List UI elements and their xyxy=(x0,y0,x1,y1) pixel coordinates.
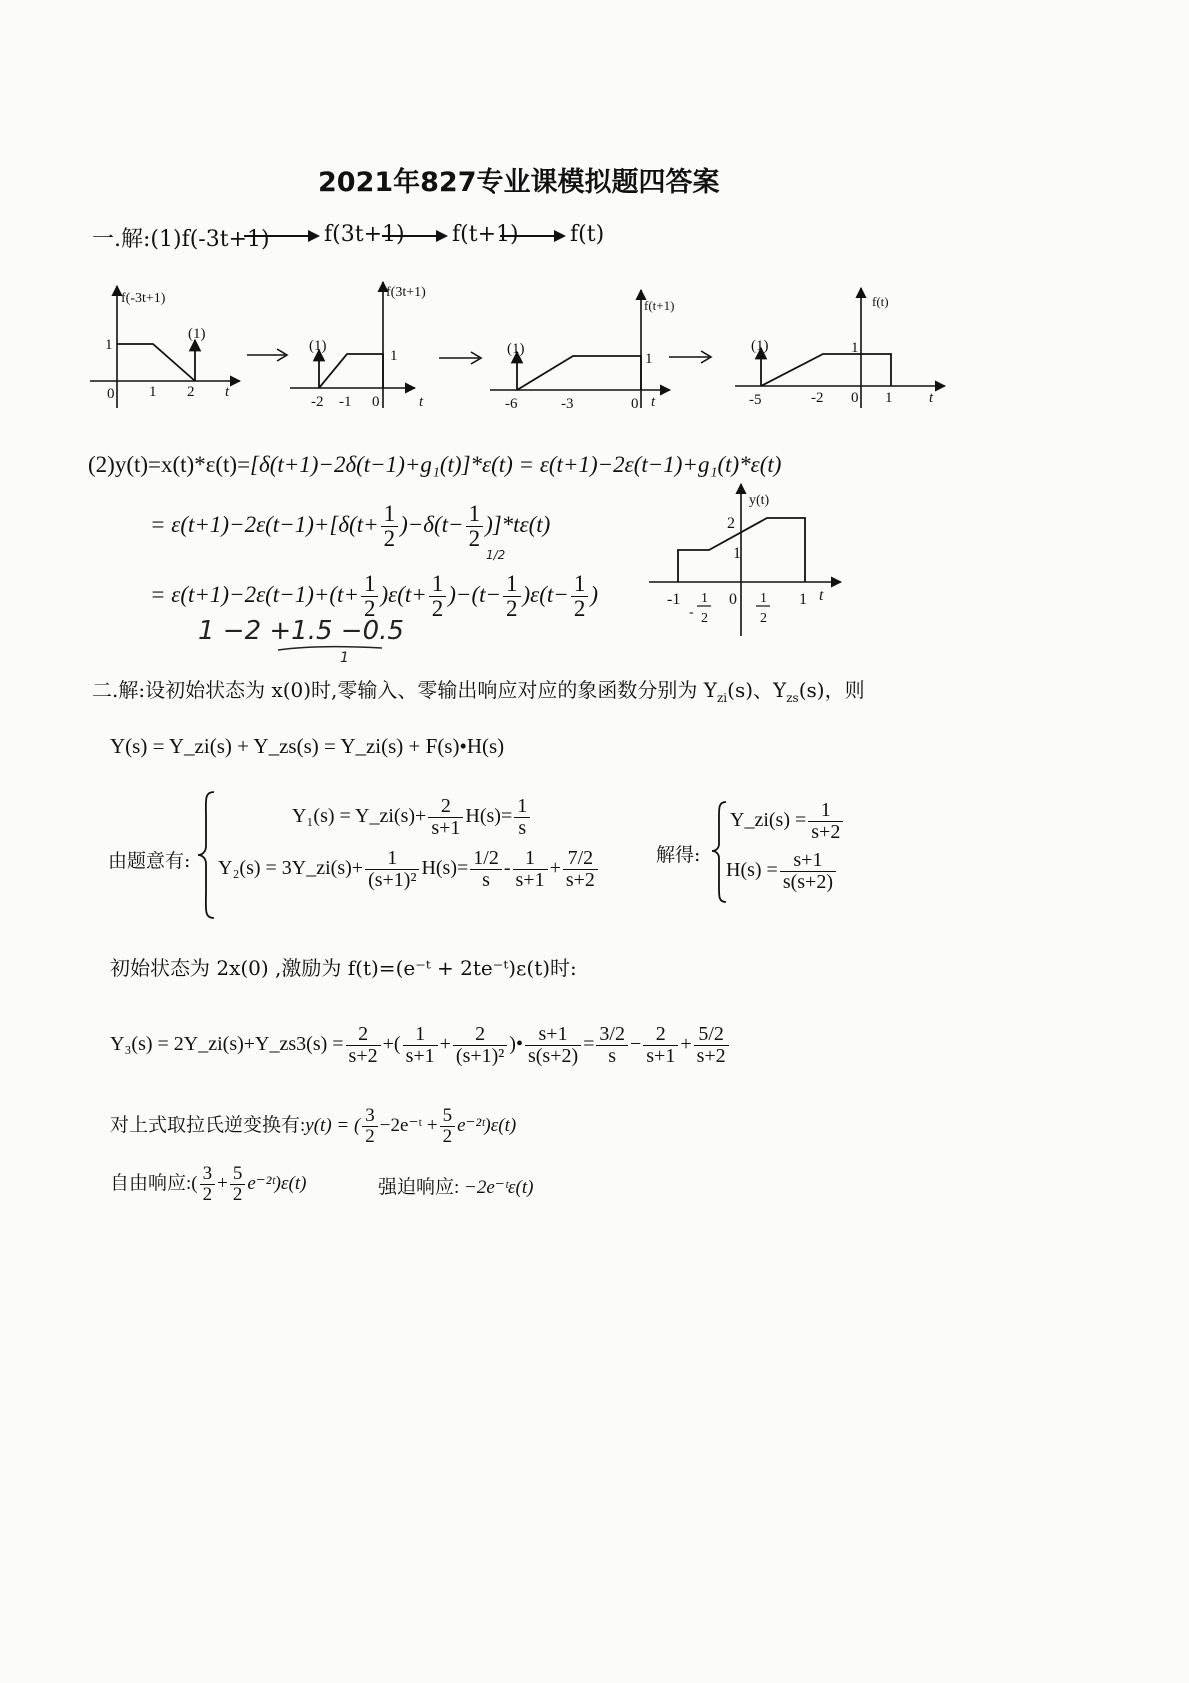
graph2-level-label: 1 xyxy=(390,348,398,364)
graph3-curve xyxy=(517,356,641,390)
sys2-t1-den: s xyxy=(482,869,490,891)
inverse-eq-b: −2e⁻ᵗ + xyxy=(379,1114,438,1136)
frac-num-5: 5 xyxy=(230,1164,246,1185)
inverse-eq-c: e⁻²ᵗ)ε(t) xyxy=(457,1114,517,1136)
inverse-label: 对上式取拉氏逆变换有: xyxy=(110,1114,306,1136)
q2-intro-mid: (s)、Y xyxy=(727,678,787,702)
sys2-t1 xyxy=(470,848,502,891)
frac-num-5: 5 xyxy=(440,1106,456,1127)
y3-r1-den: s xyxy=(608,1045,617,1067)
frac-den-2: 2 xyxy=(232,1183,243,1205)
inverse-frac-5-2 xyxy=(440,1106,456,1147)
half-fraction xyxy=(503,572,521,621)
graph-f-t xyxy=(735,288,945,408)
q2-intro-end: (s)，则 xyxy=(798,678,865,702)
sys1-rhs xyxy=(514,796,530,839)
y3-f3 xyxy=(453,1024,507,1067)
sol-Yzi-frac xyxy=(808,800,843,843)
sys2-t3 xyxy=(563,848,598,891)
sys2-t1-num: 1/2 xyxy=(470,848,502,870)
sol-Yzi xyxy=(730,800,845,843)
svg-text:1: 1 xyxy=(760,591,767,606)
frac-den-2: 2 xyxy=(202,1183,213,1205)
y3-equation: Y₃(s) = 2Y_zi(s)+Y_zs3(s) = $\frac{2}{s+2}$ +( $\frac{1}{s+1}$ + $\frac{2}{\text{(s+1)²}}$ )• $\frac{s+1}{s(s+2)}$ = $\frac{3/2}{s}$ − $\frac{2}{s+1}$ + $\frac{5/2}{s+2}$ xyxy=(110,1024,731,1067)
chain-step-1: f(3t+1) xyxy=(324,222,405,247)
yt-tick: -1 xyxy=(667,591,681,608)
sol-Yzi-den: s+2 xyxy=(811,821,841,843)
yt-tick-neg-half xyxy=(689,591,711,626)
graph3-tick: -3 xyxy=(561,396,574,412)
q2-intro-sub-zs: zs xyxy=(786,691,799,705)
sys1-rhs-num: 1 xyxy=(514,796,530,818)
handwritten-sub: 1 xyxy=(340,650,349,666)
yt-tick: 0 xyxy=(729,591,737,608)
half-denominator: 2 xyxy=(468,526,481,552)
yt-level-1: 1 xyxy=(733,545,741,562)
svg-text:1: 1 xyxy=(701,591,708,606)
half-denominator: 2 xyxy=(363,596,376,622)
part2-line1-lhs: (2)y(t)=x(t)*ε(t)= xyxy=(88,452,251,477)
svg-text:2: 2 xyxy=(701,611,708,626)
sys2-frac-den: (s+1)² xyxy=(368,869,417,891)
q2-eq-Y: Y(s) = Y_zi(s) + Y_zs(s) = Y_zi(s) + F(s)•H(s) xyxy=(110,734,505,758)
graph1-t-label: t xyxy=(225,384,230,400)
left-brace xyxy=(196,790,220,920)
sys2-frac xyxy=(365,848,419,891)
part2-line3-a: = ε(t+1)−2ε(t−1)+(t+ xyxy=(150,581,359,607)
graph-f-t1 xyxy=(490,290,674,412)
y3-r2-num: 2 xyxy=(643,1024,678,1046)
part2-line1-rhs: [δ(t+1)−2δ(t−1)+g₁(t)]*ε(t) = ε(t+1)−2ε(t−1)+g₁(t)*ε(t) xyxy=(250,452,782,477)
sys2-t3-den: s+2 xyxy=(565,869,595,891)
graph1-tick: 1 xyxy=(149,384,157,400)
graph-f-3t1 xyxy=(290,282,426,410)
sol-H-num: s+1 xyxy=(780,850,836,872)
part2-line3-c: )−(t− xyxy=(448,581,502,607)
inverse-eq-a: y(t) = ( xyxy=(305,1114,361,1136)
graph2-tick: -2 xyxy=(311,394,324,410)
graph2-tick: 0 xyxy=(372,394,380,410)
sys-eq1 xyxy=(292,796,532,839)
sys1-lhs: Y₁(s) = Y_zi(s)+ xyxy=(292,805,427,828)
y3-r3-den: s+2 xyxy=(696,1045,726,1067)
part2-line3-e: ) xyxy=(590,581,598,607)
graph1-ylabel: f(-3t+1) xyxy=(121,291,166,306)
half-denominator: 2 xyxy=(431,596,444,622)
y3-f4-num: s+1 xyxy=(525,1024,581,1046)
inverse-line xyxy=(110,1106,516,1147)
graph4-tick: -2 xyxy=(811,390,824,406)
graph2-impulse-label: (1) xyxy=(309,338,327,354)
sys2-t3-num: 7/2 xyxy=(563,848,598,870)
y3-f3-num: 2 xyxy=(453,1024,507,1046)
graph2-tick: -1 xyxy=(339,394,352,410)
half-fraction xyxy=(381,502,399,551)
sys2-mid: H(s)= xyxy=(421,857,469,880)
half-numerator: 1 xyxy=(381,502,399,527)
y3-f1 xyxy=(346,1024,381,1067)
graph4-curve xyxy=(761,354,891,386)
graph-f-neg3t1 xyxy=(90,286,240,408)
sol-H-lhs: H(s) = xyxy=(726,859,778,882)
free-eq-b: + xyxy=(217,1172,228,1194)
free-response-line xyxy=(110,1164,306,1205)
sys2-lhs: Y₂(s) = 3Y_zi(s)+ xyxy=(218,857,364,880)
graph3-t-label: t xyxy=(651,394,656,410)
graph3-tick: 0 xyxy=(631,396,639,412)
sys2-frac-num: 1 xyxy=(365,848,419,870)
y3-f1-num: 2 xyxy=(346,1024,381,1046)
sys1-frac-den: s+1 xyxy=(431,817,461,839)
yt-ylabel: y(t) xyxy=(749,493,770,508)
part2-line2-c: )]*tε(t) xyxy=(485,511,551,537)
sol-H-den: s(s+2) xyxy=(782,871,833,893)
frac-den-2: 2 xyxy=(365,1125,375,1147)
half-numerator: 1 xyxy=(466,502,484,527)
sys-eq2: Y₂(s) = 3Y_zi(s)+ $\frac{1}{\text{(s+1)²}}$ H(s)= $\frac{1/2}{s}$ - $\frac{1}{s+1}$ + $\frac{7/2}{s+2}$ xyxy=(218,848,600,891)
y3-r1-num: 3/2 xyxy=(596,1024,628,1046)
q2-intro-sub-zi: zi xyxy=(716,691,728,705)
part2-line3-b: )ε(t+ xyxy=(380,581,427,607)
graph4-tick: -5 xyxy=(749,392,762,408)
sys2-t2-den: s+1 xyxy=(515,869,545,891)
forced-label: 强迫响应: xyxy=(378,1177,460,1198)
half-fraction xyxy=(361,572,379,621)
svg-text:-: - xyxy=(689,605,694,620)
yt-t-label: t xyxy=(819,587,824,604)
forced-response-line xyxy=(378,1172,533,1199)
sol-H-frac xyxy=(780,850,836,893)
half-fraction xyxy=(571,572,589,621)
y3-lhs: Y₃(s) = 2Y_zi(s)+Y_zs3(s) = xyxy=(110,1033,344,1056)
q1-part2-line1 xyxy=(88,452,781,478)
forced-eq: −2e⁻ᵗε(t) xyxy=(464,1177,534,1198)
graph1-tick: 0 xyxy=(107,386,115,402)
frac-num-3: 3 xyxy=(362,1106,378,1127)
inverse-frac-3-2 xyxy=(362,1106,378,1147)
q1-part2-line2 xyxy=(150,502,550,551)
graph4-tick: 0 xyxy=(851,390,859,406)
sol-Yzi-num: 1 xyxy=(808,800,843,822)
y3-f2-den: s+1 xyxy=(405,1045,435,1067)
graph1-impulse-label: (1) xyxy=(188,326,206,342)
q1-part2-line3 xyxy=(150,572,598,621)
y3-r3 xyxy=(694,1024,729,1067)
y3-r1 xyxy=(596,1024,628,1067)
graph1-curve xyxy=(117,344,195,381)
graph1-tick: 2 xyxy=(187,384,195,400)
chain-step-3: f(t) xyxy=(570,222,605,247)
frac-num-3: 3 xyxy=(200,1164,216,1185)
free-label: 自由响应: xyxy=(110,1172,192,1194)
yt-level-2: 2 xyxy=(727,515,735,532)
y3-f2-num: 1 xyxy=(403,1024,438,1046)
graph3-level-label: 1 xyxy=(645,351,653,367)
handwritten-underline xyxy=(276,644,386,654)
sys2-t2 xyxy=(513,848,548,891)
graph4-ylabel: f(t) xyxy=(872,294,889,309)
sys1-frac xyxy=(428,796,463,839)
solve-label: 解得: xyxy=(656,844,701,866)
svg-text:2: 2 xyxy=(760,611,767,626)
part2-line2-a: = ε(t+1)−2ε(t−1)+[δ(t+ xyxy=(150,511,379,537)
y3-f2 xyxy=(403,1024,438,1067)
graph4-t-label: t xyxy=(929,390,934,406)
y3-f3-den: (s+1)² xyxy=(455,1045,505,1067)
half-fraction xyxy=(466,502,484,551)
part2-line3-d: )ε(t− xyxy=(522,581,569,607)
graph-arrow xyxy=(247,349,287,361)
by-problem-label: 由题意有: xyxy=(108,850,191,872)
half-denominator: 2 xyxy=(573,596,586,622)
graph2-ylabel: f(3t+1) xyxy=(386,285,426,300)
half-numerator: 1 xyxy=(503,572,521,597)
init2-text: 初始状态为 2x(0) ,激励为 f(t)=(e⁻ᵗ + 2te⁻ᵗ)ε(t)时: xyxy=(110,956,577,980)
graph3-impulse-label: (1) xyxy=(507,341,525,357)
graph2-t-label: t xyxy=(419,394,424,410)
graph-arrow xyxy=(669,351,711,363)
graph4-impulse-label: (1) xyxy=(751,338,769,354)
y3-r2 xyxy=(643,1024,678,1067)
sol-H xyxy=(726,850,838,893)
half-denominator: 2 xyxy=(383,526,396,552)
half-fraction xyxy=(429,572,447,621)
q1-graphs xyxy=(85,278,965,428)
free-frac-5-2 xyxy=(230,1164,246,1205)
graph1-level-label: 1 xyxy=(105,337,113,353)
graph4-level-label: 1 xyxy=(851,340,859,356)
sys1-frac-num: 2 xyxy=(428,796,463,818)
q2-intro xyxy=(92,674,865,705)
q1-heading-text: 一.解:(1)f(-3t+1) xyxy=(92,227,270,252)
free-eq-c: e⁻²ᵗ)ε(t) xyxy=(247,1172,307,1194)
half-numerator: 1 xyxy=(429,572,447,597)
sys2-t2-num: 1 xyxy=(513,848,548,870)
y3-f4-den: s(s+2) xyxy=(527,1045,579,1067)
graph-arrow xyxy=(439,352,481,364)
graph3-tick: -6 xyxy=(505,396,518,412)
y3-f1-den: s+2 xyxy=(348,1045,378,1067)
graph3-ylabel: f(t+1) xyxy=(644,298,675,313)
half-numerator: 1 xyxy=(571,572,589,597)
handwritten-over: 1/2 xyxy=(486,548,506,562)
free-eq-a: ( xyxy=(191,1172,198,1194)
handwritten-note: 1 −2 +1.5 −0.5 xyxy=(198,616,404,646)
yt-tick-pos-half xyxy=(756,591,770,626)
sys1-mid: H(s)= xyxy=(465,805,513,828)
graph2-curve xyxy=(319,354,383,388)
graph4-tick: 1 xyxy=(885,390,893,406)
y3-r2-den: s+1 xyxy=(646,1045,676,1067)
q2-intro-text: 二.解:设初始状态为 x(0)时,零输入、零输出响应对应的象函数分别为 Y xyxy=(92,678,717,702)
page-title: 2021年827专业课模拟题四答案 xyxy=(318,167,720,198)
half-numerator: 1 xyxy=(361,572,379,597)
yt-tick: 1 xyxy=(799,591,807,608)
frac-den-2: 2 xyxy=(442,1125,453,1147)
sol-Yzi-lhs: Y_zi(s) = xyxy=(730,809,807,832)
free-frac-3-2 xyxy=(200,1164,216,1205)
chain-step-2: f(t+1) xyxy=(452,222,519,247)
half-denominator: 2 xyxy=(506,596,518,622)
yt-graph xyxy=(645,478,855,648)
y3-r3-num: 5/2 xyxy=(694,1024,729,1046)
sys1-rhs-den: s xyxy=(518,817,527,839)
part2-line2-b: )−δ(t− xyxy=(400,511,464,537)
y3-f4 xyxy=(525,1024,581,1067)
